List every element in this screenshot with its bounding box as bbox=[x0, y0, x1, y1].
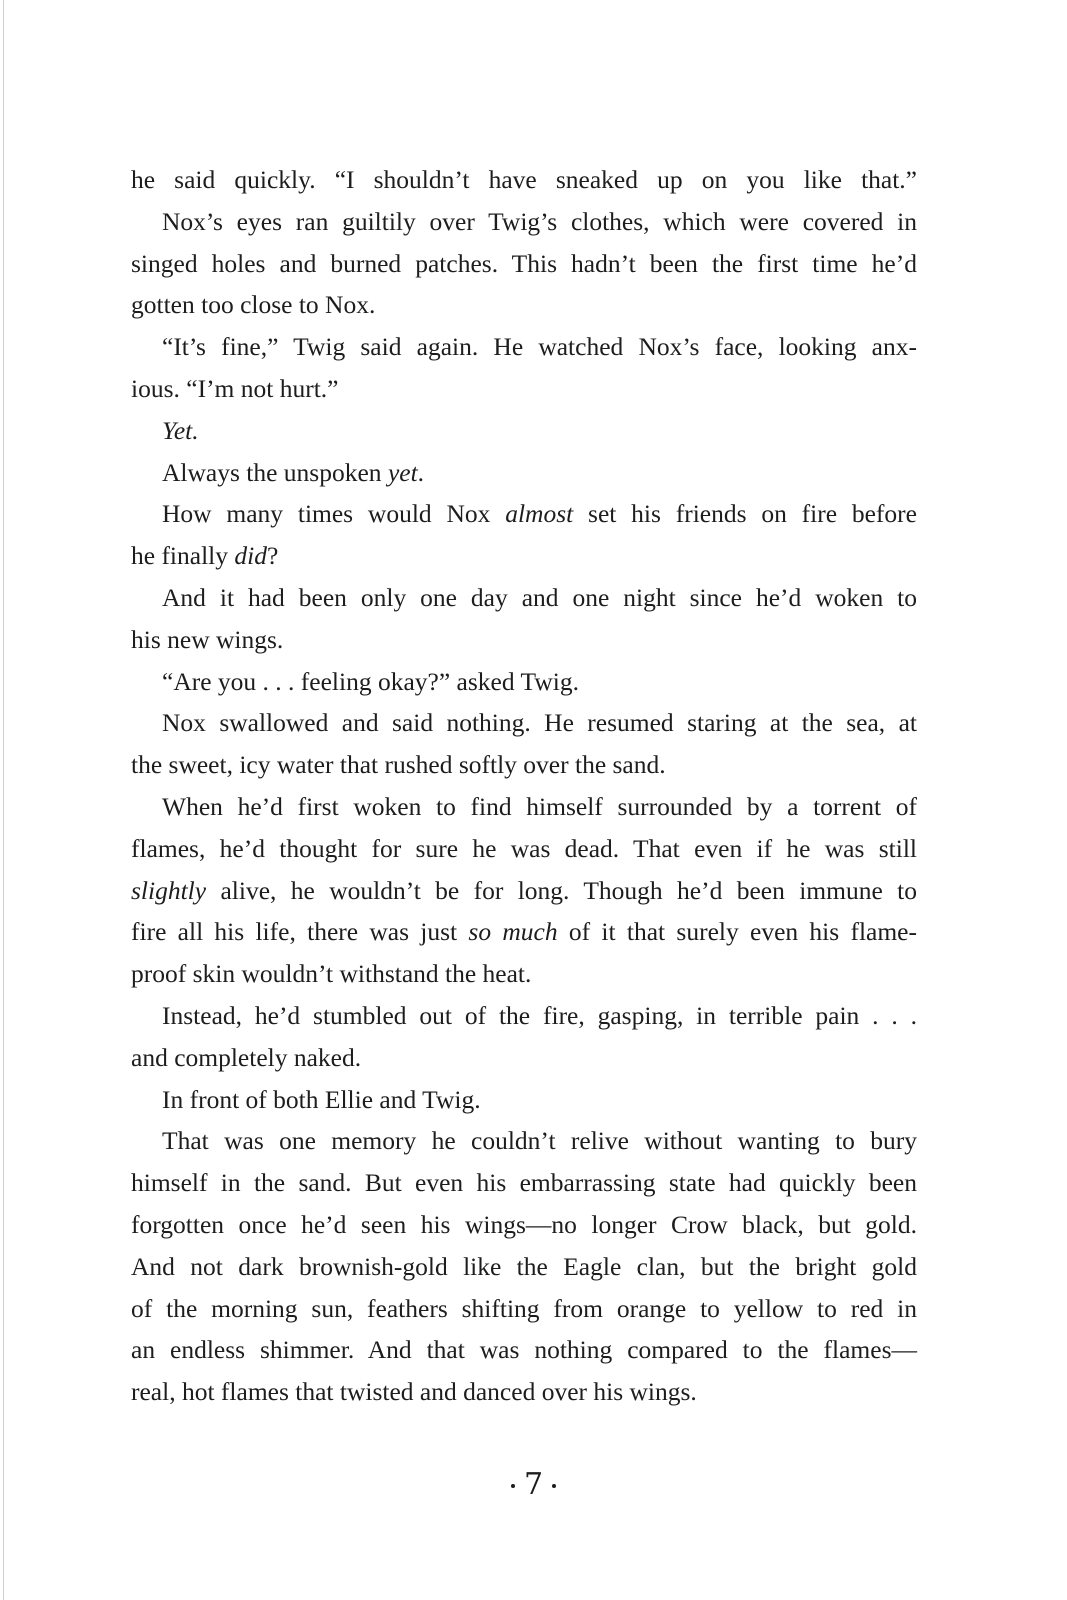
page-edge-line bbox=[3, 0, 4, 1600]
text-line bbox=[131, 1288, 917, 1330]
text-line bbox=[131, 1120, 917, 1162]
text-run: “Are you . . . feeling okay?” asked Twig. bbox=[162, 666, 579, 696]
italic-text-run: did bbox=[234, 541, 267, 571]
text-run: ? bbox=[266, 541, 279, 571]
text-run: and completely naked. bbox=[131, 1042, 362, 1072]
text-line bbox=[131, 410, 917, 452]
text-line bbox=[131, 619, 917, 661]
text-run: himself in the sand. But even his embarrassing state had quickly been bbox=[131, 1168, 917, 1198]
page-number-right-dot bbox=[552, 1484, 556, 1488]
text-run: his new wings. bbox=[131, 624, 284, 654]
text-run: singed holes and burned patches. This hadn’t been the first time he’d bbox=[131, 248, 917, 278]
text-line bbox=[131, 201, 917, 243]
text-run: Always the unspoken bbox=[162, 457, 388, 487]
text-line bbox=[131, 1329, 917, 1371]
text-run: Nox’s eyes ran guiltily over Twig’s clothes, which were covered in bbox=[162, 206, 917, 236]
text-run: an endless shimmer. And that was nothing compared to the flames— bbox=[131, 1335, 917, 1365]
text-line bbox=[131, 243, 917, 285]
body-text bbox=[131, 159, 917, 1413]
text-run: of it that surely even his flame- bbox=[557, 917, 917, 947]
text-run: the sweet, icy water that rushed softly over the sand. bbox=[131, 750, 666, 780]
text-line bbox=[131, 1079, 917, 1121]
text-run: Instead, he’d stumbled out of the fire, gasping, in terrible pain . . . bbox=[162, 1000, 917, 1030]
text-line bbox=[131, 702, 917, 744]
page-number bbox=[0, 1465, 1067, 1505]
text-run: Nox swallowed and said nothing. He resumed staring at the sea, at bbox=[162, 708, 917, 738]
text-run: of the morning sun, feathers shifting from orange to yellow to red in bbox=[131, 1293, 917, 1323]
text-run: he finally bbox=[131, 541, 235, 571]
text-line bbox=[131, 493, 917, 535]
text-line bbox=[131, 284, 917, 326]
text-line bbox=[131, 1246, 917, 1288]
text-run: And it had been only one day and one night since he’d woken to bbox=[162, 582, 917, 612]
text-line bbox=[131, 1162, 917, 1204]
text-line bbox=[131, 1204, 917, 1246]
text-line bbox=[131, 870, 917, 912]
text-line bbox=[131, 577, 917, 619]
text-run: set his friends on fire before bbox=[573, 499, 917, 529]
text-line bbox=[131, 326, 917, 368]
italic-text-run: so much bbox=[468, 917, 558, 947]
text-run: flames, he’d thought for sure he was dead. That even if he was still bbox=[131, 833, 917, 863]
text-line bbox=[131, 953, 917, 995]
text-run: fire all his life, there was just bbox=[131, 917, 469, 947]
text-run: When he’d first woken to find himself surrounded by a torrent of bbox=[162, 791, 917, 821]
italic-text-run: slightly bbox=[131, 875, 207, 905]
text-run: gotten too close to Nox. bbox=[131, 290, 376, 320]
text-run: That was one memory he couldn’t relive without wanting to bury bbox=[162, 1126, 917, 1156]
text-line bbox=[131, 744, 917, 786]
text-run: “It’s fine,” Twig said again. He watched Nox’s face, looking anx- bbox=[162, 332, 917, 362]
text-run: forgotten once he’d seen his wings—no longer Crow black, but gold. bbox=[131, 1209, 917, 1239]
page-number-left-dot bbox=[511, 1484, 515, 1488]
text-line bbox=[131, 159, 917, 201]
text-run: he said quickly. “I shouldn’t have sneaked up on you like that.” bbox=[131, 165, 917, 194]
text-line bbox=[131, 1037, 917, 1079]
text-run: alive, he wouldn’t be for long. Though he’d been immune to bbox=[206, 875, 917, 905]
text-run: . bbox=[417, 457, 425, 487]
text-line bbox=[131, 661, 917, 703]
text-line bbox=[131, 452, 917, 494]
text-run: proof skin wouldn’t withstand the heat. bbox=[131, 959, 532, 989]
italic-text-run: yet bbox=[387, 457, 418, 487]
text-line bbox=[131, 911, 917, 953]
text-line bbox=[131, 1371, 917, 1413]
text-line bbox=[131, 828, 917, 870]
text-line bbox=[131, 535, 917, 577]
italic-text-run: Yet. bbox=[162, 415, 199, 445]
text-run: real, hot flames that twisted and danced over his wings. bbox=[131, 1377, 697, 1407]
text-run: How many times would Nox bbox=[162, 499, 506, 529]
text-run: ious. “I’m not hurt.” bbox=[131, 373, 339, 403]
text-run: And not dark brownish-gold like the Eagle clan, but the bright gold bbox=[131, 1251, 917, 1281]
text-line bbox=[131, 368, 917, 410]
text-line bbox=[131, 995, 917, 1037]
text-run: In front of both Ellie and Twig. bbox=[162, 1084, 481, 1114]
text-line bbox=[131, 786, 917, 828]
italic-text-run: almost bbox=[505, 499, 574, 529]
page-number-value: 7 bbox=[523, 1467, 544, 1502]
